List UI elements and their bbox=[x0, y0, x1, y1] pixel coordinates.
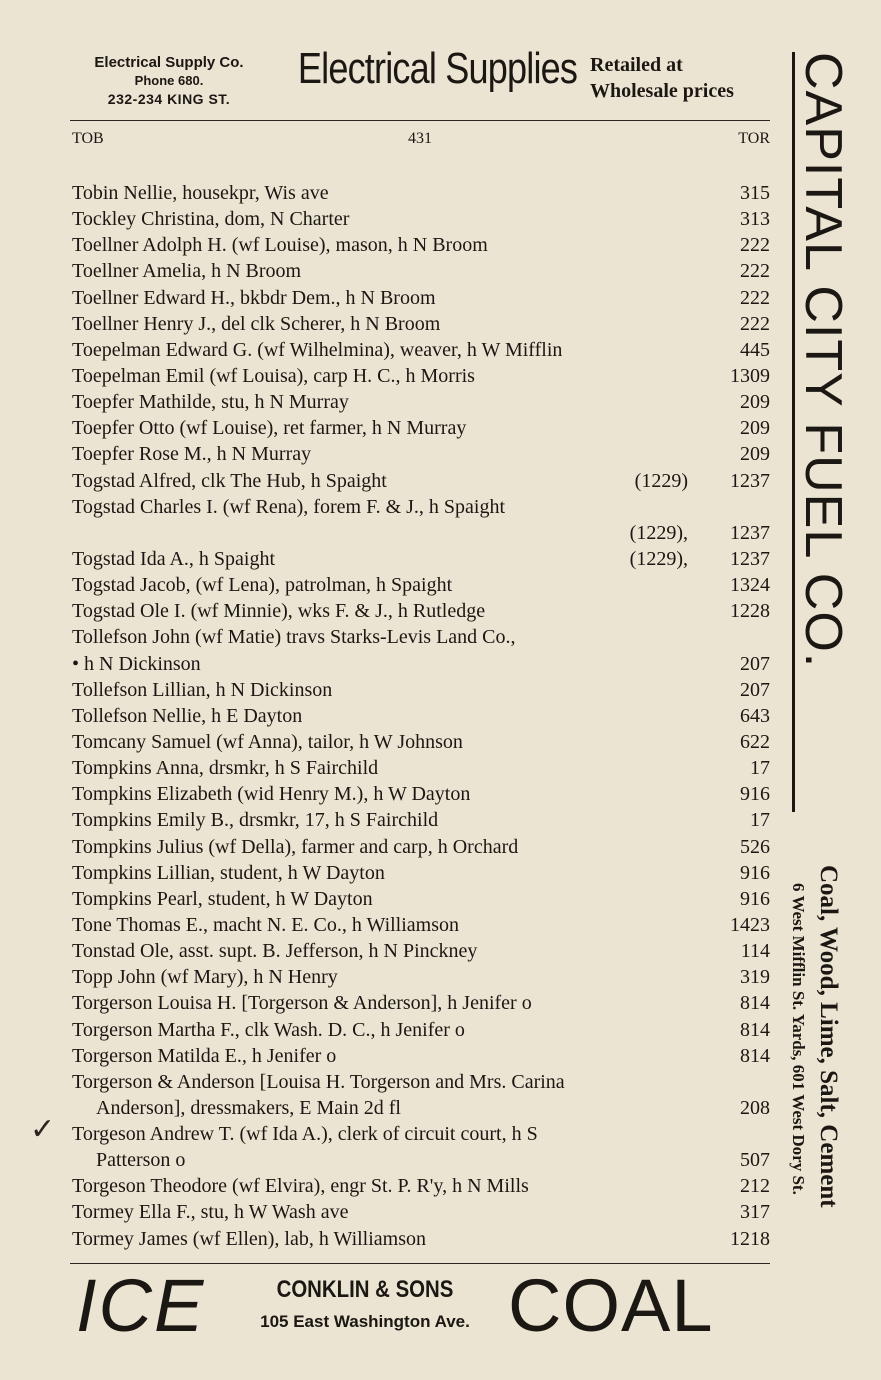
directory-entry bbox=[72, 572, 772, 598]
directory-entry bbox=[72, 860, 772, 886]
ad-phone: Phone 680. bbox=[134, 73, 204, 88]
directory-entry bbox=[72, 781, 772, 807]
directory-entry bbox=[72, 180, 772, 206]
directory-entry bbox=[72, 729, 772, 755]
side-advertisement bbox=[792, 52, 852, 812]
entry-number: 643 bbox=[740, 704, 770, 727]
entry-number: 526 bbox=[740, 835, 770, 858]
entry-number: 317 bbox=[740, 1201, 770, 1224]
entry-number: 207 bbox=[740, 678, 770, 701]
entry-text: • h N Dickinson bbox=[72, 652, 201, 675]
directory-entry bbox=[72, 1017, 772, 1043]
entry-text: Toepelman Emil (wf Louisa), carp H. C., h Morris bbox=[72, 364, 475, 387]
entry-number: 17 bbox=[750, 809, 770, 832]
entry-number: 114 bbox=[740, 940, 770, 963]
entry-text: Tone Thomas E., macht N. E. Co., h Williamson bbox=[72, 913, 460, 936]
ad-tagline bbox=[590, 52, 780, 104]
entry-number: 209 bbox=[740, 391, 770, 414]
directory-entry bbox=[72, 1121, 772, 1147]
entry-text: Tonstad Ole, asst. supt. B. Jefferson, h N Pinckney bbox=[72, 940, 478, 963]
directory-entry bbox=[72, 651, 772, 677]
directory-entry bbox=[72, 363, 772, 389]
ad-tagline-line: Wholesale prices bbox=[590, 80, 734, 102]
ad-dealer-block bbox=[250, 1274, 480, 1338]
entry-text: Torgerson Louisa H. [Torgerson & Anderson], h Jenifer o bbox=[72, 992, 532, 1015]
entry-text: Torgerson Martha F., clk Wash. D. C., h Jenifer o bbox=[72, 1018, 465, 1041]
entry-number: 622 bbox=[740, 730, 770, 753]
entry-text: Patterson o bbox=[96, 1149, 186, 1172]
entry-number: 319 bbox=[740, 966, 770, 989]
side-ad-company: CAPITAL CITY FUEL CO. bbox=[794, 52, 852, 669]
entry-number: 1218 bbox=[730, 1227, 770, 1250]
directory-entry bbox=[72, 938, 772, 964]
top-advertisement bbox=[70, 40, 770, 114]
side-ad-products: Coal, Wood, Lime, Salt, Cement bbox=[815, 865, 842, 1208]
ad-company-block bbox=[74, 54, 264, 108]
directory-entry bbox=[72, 1173, 772, 1199]
entry-text: Torgerson & Anderson [Louisa H. Torgerson and Mrs. Carina bbox=[72, 1070, 565, 1093]
entry-number: 208 bbox=[740, 1096, 770, 1119]
directory-entry bbox=[72, 206, 772, 232]
directory-entry bbox=[72, 285, 772, 311]
directory-entry bbox=[72, 624, 772, 650]
entry-number: 916 bbox=[740, 861, 770, 884]
directory-entry bbox=[72, 337, 772, 363]
ad-dealer-name: CONKLIN & SONS bbox=[276, 1276, 454, 1303]
entry-text: Tompkins Julius (wf Della), farmer and carp, h Orchard bbox=[72, 835, 519, 858]
directory-entry bbox=[72, 389, 772, 415]
entry-text: Tompkins Pearl, student, h W Dayton bbox=[72, 887, 373, 910]
directory-entry bbox=[72, 598, 772, 624]
ad-headline: Electrical Supplies bbox=[297, 44, 578, 93]
directory-entry bbox=[72, 468, 772, 494]
entry-number: 222 bbox=[740, 312, 770, 335]
entry-text: Tormey Ella F., stu, h W Wash ave bbox=[72, 1201, 349, 1224]
entry-number: 814 bbox=[740, 1018, 770, 1041]
entry-text: Anderson], dressmakers, E Main 2d fl bbox=[96, 1096, 401, 1119]
entry-text: Tollefson Lillian, h N Dickinson bbox=[72, 678, 333, 701]
directory-entry bbox=[72, 1095, 772, 1121]
entry-text: Togstad Ole I. (wf Minnie), wks F. & J., h Rutledge bbox=[72, 600, 486, 623]
entry-text: Torgeson Theodore (wf Elvira), engr St. P. R'y, h N Mills bbox=[72, 1175, 529, 1198]
entry-text: Togstad Jacob, (wf Lena), patrolman, h Spaight bbox=[72, 574, 453, 597]
ad-ice-word: ICE bbox=[76, 1264, 206, 1347]
entry-number: 222 bbox=[740, 234, 770, 257]
ad-address: 232-234 KING ST. bbox=[107, 91, 231, 107]
entry-number: 1309 bbox=[730, 364, 770, 387]
header-left-key: TOB bbox=[72, 130, 104, 147]
entry-number: 1237 bbox=[730, 521, 770, 544]
entry-reference: (1229), bbox=[629, 521, 688, 544]
page-number: 431 bbox=[408, 130, 432, 147]
entry-number: 209 bbox=[740, 417, 770, 440]
top-divider bbox=[70, 120, 770, 121]
entry-number: 17 bbox=[750, 757, 770, 780]
entry-number: 1324 bbox=[730, 574, 770, 597]
entry-text: Tompkins Elizabeth (wid Henry M.), h W Dayton bbox=[72, 783, 471, 806]
entry-text: Tollefson John (wf Matie) travs Starks-Levis Land Co., bbox=[72, 626, 516, 649]
bottom-advertisement bbox=[70, 1264, 780, 1352]
entry-text: Toellner Amelia, h N Broom bbox=[72, 260, 302, 283]
entry-number: 507 bbox=[740, 1149, 770, 1172]
directory-entry bbox=[72, 964, 772, 990]
entry-number: 1228 bbox=[730, 600, 770, 623]
entry-text: Tomcany Samuel (wf Anna), tailor, h W Johnson bbox=[72, 730, 463, 753]
entry-text: Toepfer Rose M., h N Murray bbox=[72, 443, 312, 466]
directory-listings bbox=[72, 180, 772, 1252]
entry-text: Toepfer Mathilde, stu, h N Murray bbox=[72, 391, 349, 414]
directory-entry bbox=[72, 311, 772, 337]
entry-number: 916 bbox=[740, 783, 770, 806]
directory-entry bbox=[72, 1147, 772, 1173]
entry-number: 209 bbox=[740, 443, 770, 466]
entry-number: 1237 bbox=[730, 547, 770, 570]
entry-number: 207 bbox=[740, 652, 770, 675]
ad-tagline-line: Retailed at bbox=[590, 54, 683, 76]
entry-text: Tompkins Lillian, student, h W Dayton bbox=[72, 861, 385, 884]
directory-entry bbox=[72, 258, 772, 284]
directory-entry bbox=[72, 546, 772, 572]
directory-entry bbox=[72, 703, 772, 729]
entry-text: Togstad Ida A., h Spaight bbox=[72, 547, 276, 570]
entry-number: 222 bbox=[740, 260, 770, 283]
entry-text: Tormey James (wf Ellen), lab, h Williamson bbox=[72, 1227, 427, 1250]
directory-entry bbox=[72, 494, 772, 520]
entry-text: Topp John (wf Mary), h N Henry bbox=[72, 966, 338, 989]
entry-text: Torgeson Andrew T. (wf Ida A.), clerk of circuit court, h S bbox=[72, 1123, 538, 1146]
entry-text: Toepelman Edward G. (wf Wilhelmina), weaver, h W Mifflin bbox=[72, 338, 563, 361]
entry-text: Toellner Adolph H. (wf Louise), mason, h N Broom bbox=[72, 234, 488, 257]
entry-number: 1423 bbox=[730, 913, 770, 936]
entry-number: 445 bbox=[740, 338, 770, 361]
entry-number: 212 bbox=[740, 1175, 770, 1198]
ad-dealer-address: 105 East Washington Ave. bbox=[260, 1312, 470, 1331]
entry-number: 313 bbox=[740, 208, 770, 231]
entry-text: Torgerson Matilda E., h Jenifer o bbox=[72, 1044, 337, 1067]
side-advertisement-details bbox=[784, 865, 844, 1345]
entry-text: Togstad Charles I. (wf Rena), forem F. & J., h Spaight bbox=[72, 495, 506, 518]
directory-entry bbox=[72, 834, 772, 860]
entry-text: Toellner Edward H., bkbdr Dem., h N Broom bbox=[72, 286, 436, 309]
entry-text: Tockley Christina, dom, N Charter bbox=[72, 208, 350, 231]
directory-entry bbox=[72, 232, 772, 258]
entry-number: 315 bbox=[740, 182, 770, 204]
entry-reference: (1229) bbox=[634, 469, 688, 492]
directory-entry bbox=[72, 1199, 772, 1225]
side-ad-addresses: 6 West Mifflin St. Yards, 601 West Dory St. bbox=[789, 883, 808, 1195]
directory-entry bbox=[72, 755, 772, 781]
entry-text: Toellner Henry J., del clk Scherer, h N Broom bbox=[72, 312, 441, 335]
directory-entry bbox=[72, 441, 772, 467]
directory-entry bbox=[72, 520, 772, 546]
entry-text: Toepfer Otto (wf Louise), ret farmer, h N Murray bbox=[72, 417, 467, 440]
entry-number: 814 bbox=[740, 1044, 770, 1067]
directory-entry bbox=[72, 1226, 772, 1252]
running-header bbox=[70, 130, 770, 154]
directory-entry bbox=[72, 1043, 772, 1069]
entry-text: Tompkins Emily B., drsmkr, 17, h S Fairchild bbox=[72, 809, 439, 832]
ad-coal-word: COAL bbox=[508, 1264, 714, 1347]
entry-text: Tobin Nellie, housekpr, Wis ave bbox=[72, 182, 329, 204]
ad-company-name: Electrical Supply Co. bbox=[94, 54, 244, 71]
header-right-key: TOR bbox=[738, 130, 770, 147]
entry-number: 222 bbox=[740, 286, 770, 309]
entry-text: Tollefson Nellie, h E Dayton bbox=[72, 704, 303, 727]
entry-number: 814 bbox=[740, 992, 770, 1015]
entry-text: Togstad Alfred, clk The Hub, h Spaight bbox=[72, 469, 387, 492]
directory-entry bbox=[72, 990, 772, 1016]
directory-entry bbox=[72, 807, 772, 833]
entry-text: Tompkins Anna, drsmkr, h S Fairchild bbox=[72, 757, 379, 780]
handwritten-check-mark: ✓ bbox=[30, 1112, 56, 1147]
entry-number: 916 bbox=[740, 887, 770, 910]
directory-entry bbox=[72, 886, 772, 912]
directory-entry bbox=[72, 415, 772, 441]
entry-number: 1237 bbox=[730, 469, 770, 492]
directory-entry bbox=[72, 1069, 772, 1095]
directory-entry bbox=[72, 677, 772, 703]
entry-reference: (1229), bbox=[629, 547, 688, 570]
directory-entry bbox=[72, 912, 772, 938]
